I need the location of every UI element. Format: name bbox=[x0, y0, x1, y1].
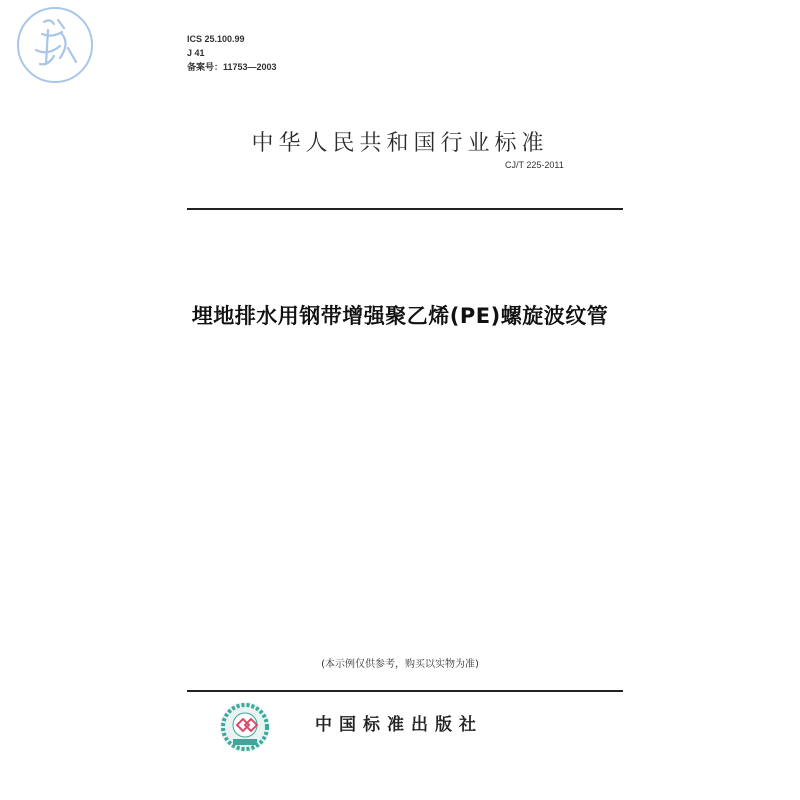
ics-code: ICS 25.100.99 bbox=[187, 34, 245, 44]
disclaimer-note: (本示例仅供参考，购买以实物为准) bbox=[321, 659, 479, 670]
top-divider bbox=[187, 208, 623, 210]
standard-category: 中华人民共和国行业标准 bbox=[251, 131, 549, 156]
certification-badge-icon bbox=[219, 701, 271, 753]
standard-meta bbox=[187, 32, 277, 74]
standard-code: CJ/T 225-2011 bbox=[505, 160, 564, 170]
document-title: 埋地排水用钢带增强聚乙烯(PE)螺旋波纹管 bbox=[191, 304, 609, 328]
record-number: 备案号：11753—2003 bbox=[187, 62, 277, 72]
publisher-name: 中国标准出版社 bbox=[315, 715, 483, 735]
watermark-seal-icon bbox=[14, 4, 96, 86]
ccs-code: J 41 bbox=[187, 48, 205, 58]
bottom-divider bbox=[187, 690, 623, 692]
